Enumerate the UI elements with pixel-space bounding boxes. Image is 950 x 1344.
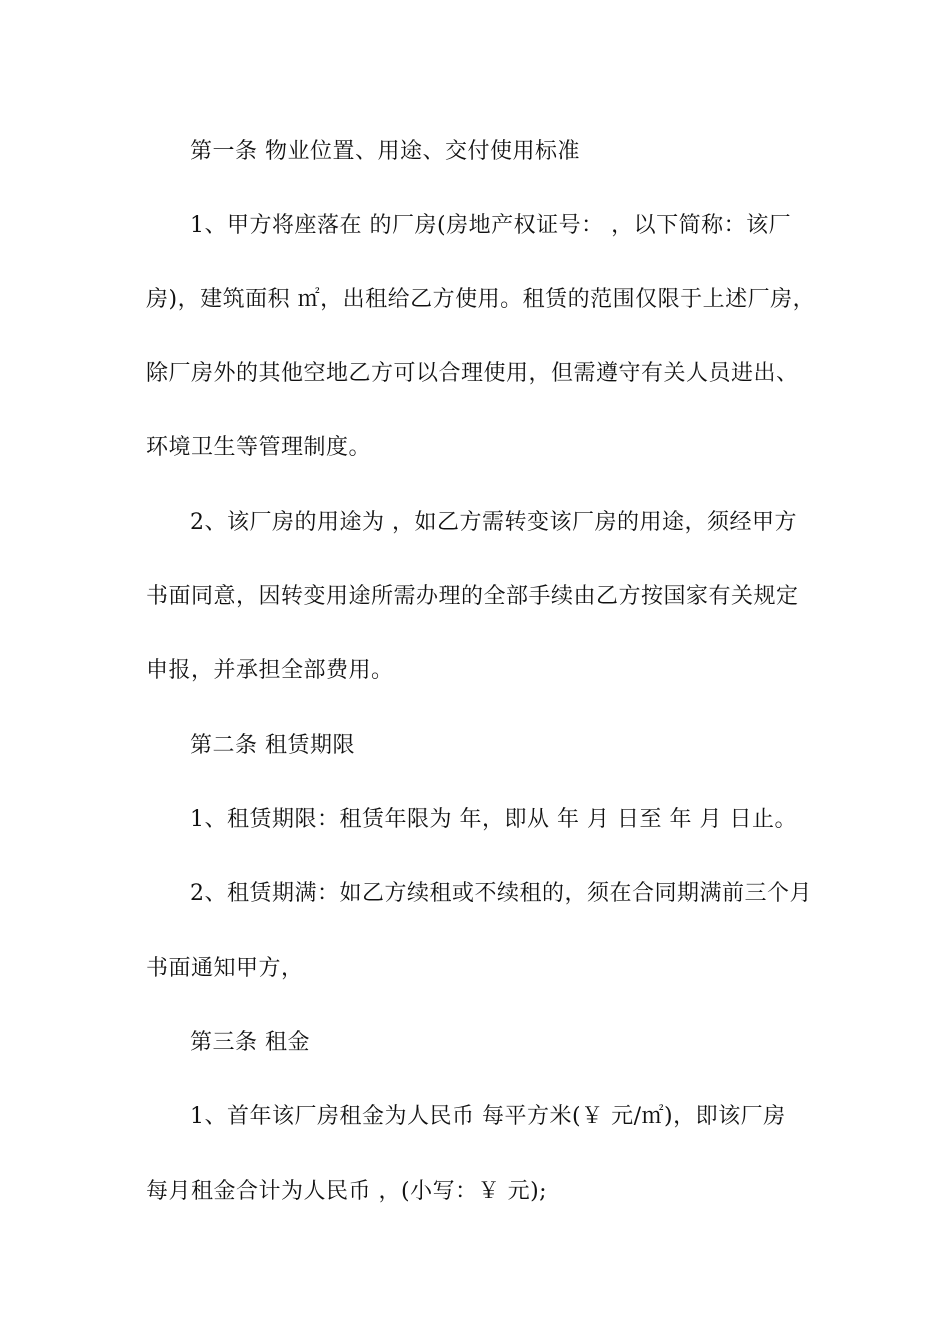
article-1-heading: 第一条 物业位置、用途、交付使用标准 [190, 139, 580, 164]
paragraph-line: 每月租金合计为人民币 ，(小写：￥ 元); [146, 1179, 548, 1204]
paragraph-line: 1、租赁期限：租赁年限为 年，即从 年 月 日至 年 月 日止。 [190, 807, 797, 832]
paragraph-line: 环境卫生等管理制度。 [146, 435, 372, 460]
paragraph-line: 除厂房外的其他空地乙方可以合理使用，但需遵守有关人员进出、 [146, 361, 799, 386]
article-3-heading: 第三条 租金 [190, 1030, 310, 1055]
paragraph-line: 书面同意，因转变用途所需办理的全部手续由乙方按国家有关规定 [146, 584, 799, 609]
paragraph-line: 2、租赁期满：如乙方续租或不续租的，须在合同期满前三个月 [190, 881, 812, 906]
paragraph-line: 申报，并承担全部费用。 [146, 658, 394, 683]
article-2-heading: 第二条 租赁期限 [190, 733, 355, 758]
paragraph-line: 2、该厂房的用途为 ，如乙方需转变该厂房的用途，须经甲方 [190, 510, 797, 535]
paragraph-line: 1、首年该厂房租金为人民币 每平方米(￥ 元/㎡)，即该厂房 [190, 1104, 786, 1129]
paragraph-line: 书面通知甲方， [146, 956, 304, 981]
paragraph-line: 1、甲方将座落在 的厂房(房地产权证号： ，以下简称：该厂 [190, 213, 792, 238]
paragraph-line: 房)，建筑面积 ㎡，出租给乙方使用。租赁的范围仅限于上述厂房， [146, 287, 816, 312]
